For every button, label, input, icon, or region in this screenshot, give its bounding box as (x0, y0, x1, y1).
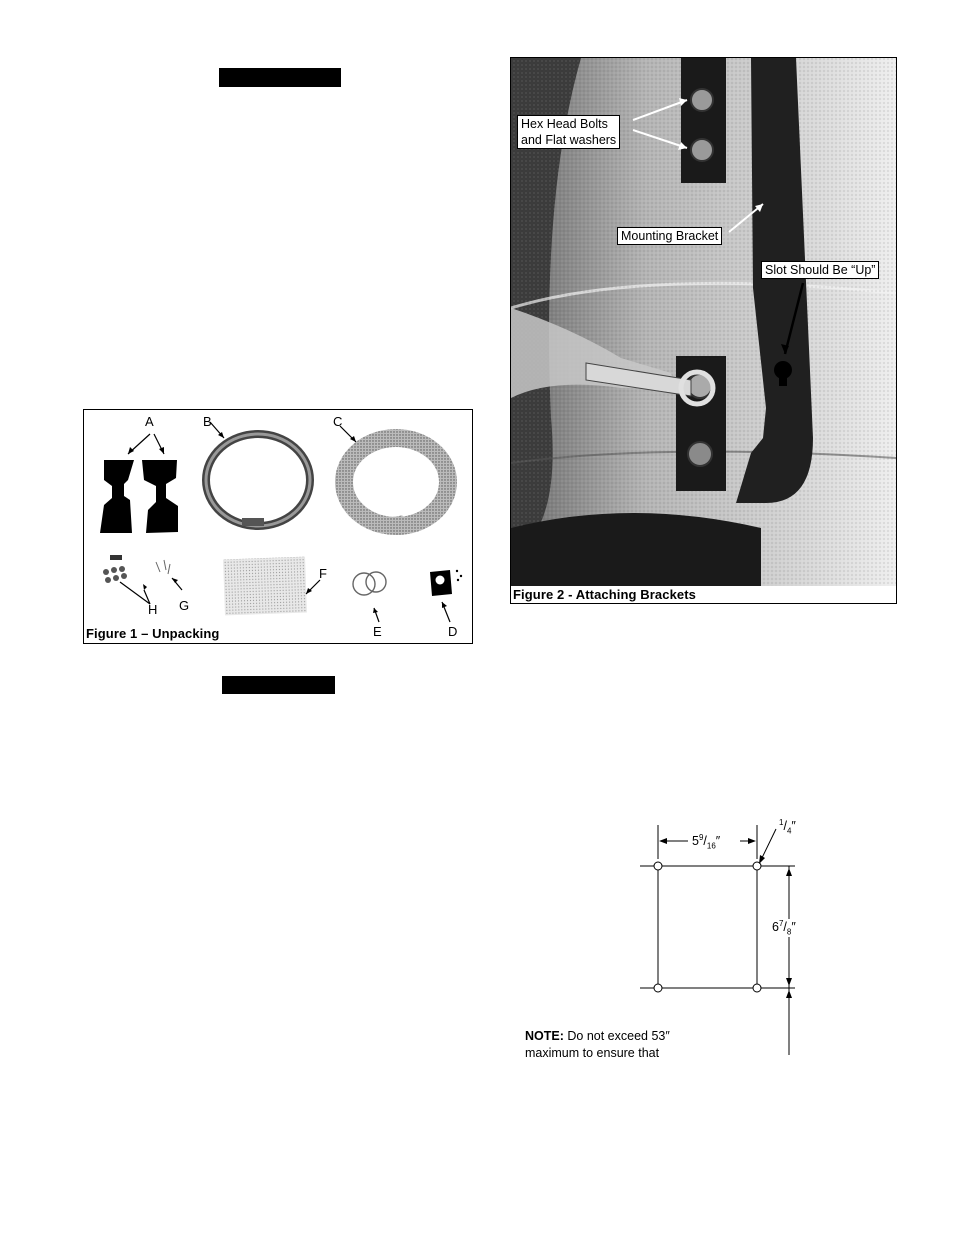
hole-num: 1 (779, 818, 784, 827)
part-label-f: F (319, 566, 327, 581)
part-b-clamp-ring (206, 422, 310, 526)
part-f-manual (223, 557, 320, 616)
part-label-a: A (145, 414, 154, 429)
note-text (525, 1028, 670, 1062)
note-line-2: maximum to ensure that (525, 1046, 660, 1060)
part-label-e: E (373, 624, 382, 639)
part-g-screws (156, 560, 182, 590)
part-label-g: G (179, 598, 190, 613)
part-h-hardware (103, 555, 150, 604)
part-label-d: D (448, 624, 458, 639)
note-label: NOTE: (525, 1029, 564, 1043)
part-a-brackets (100, 434, 178, 533)
part-label-h: H (148, 602, 158, 617)
part-e-cable-ties (353, 572, 386, 622)
section-header-bar-top (219, 68, 341, 87)
width-dimension: $5^9/_{16}''$ (692, 833, 721, 851)
note-line-1 (525, 1028, 670, 1045)
figure-2-attaching-brackets (510, 57, 897, 604)
part-label-c: C (333, 414, 343, 429)
width-inch: ″ (715, 834, 721, 849)
figure-1-illustration (84, 410, 472, 643)
hole-pattern-diagram (630, 825, 810, 1055)
height-whole: 6 (772, 920, 779, 935)
callout-hex-head-bolts (517, 115, 620, 149)
callout-slot-up: Slot Should Be “Up” (761, 261, 879, 279)
hole-den: 4 (786, 826, 792, 836)
figure-1-caption: Figure 1 – Unpacking (86, 626, 220, 641)
width-whole: 5 (692, 834, 699, 849)
figure-2-caption: Figure 2 - Attaching Brackets (513, 587, 697, 602)
callout-bolts-line-2: and Flat washers (521, 133, 617, 147)
width-den: 16 (706, 841, 716, 851)
note-line-1-text: Do not exceed 53″ (563, 1029, 670, 1043)
section-header-bar-middle (222, 676, 335, 694)
part-c-hose (340, 426, 448, 526)
callout-bolts-line-1: Hex Head Bolts (521, 117, 608, 131)
height-den: 8 (786, 927, 792, 937)
height-dimension: $6^7/_8''$ (772, 919, 796, 937)
part-d-mounting-plate (430, 570, 462, 622)
hole-size-dimension: $^1/_4''$ (779, 818, 796, 836)
height-inch: ″ (791, 920, 796, 935)
callout-mounting-bracket: Mounting Bracket (617, 227, 722, 245)
figure-1-unpacking (83, 409, 473, 644)
part-label-b: B (203, 414, 212, 429)
hole-inch: ″ (791, 819, 796, 834)
width-num: 9 (698, 833, 704, 842)
height-num: 7 (778, 919, 784, 928)
